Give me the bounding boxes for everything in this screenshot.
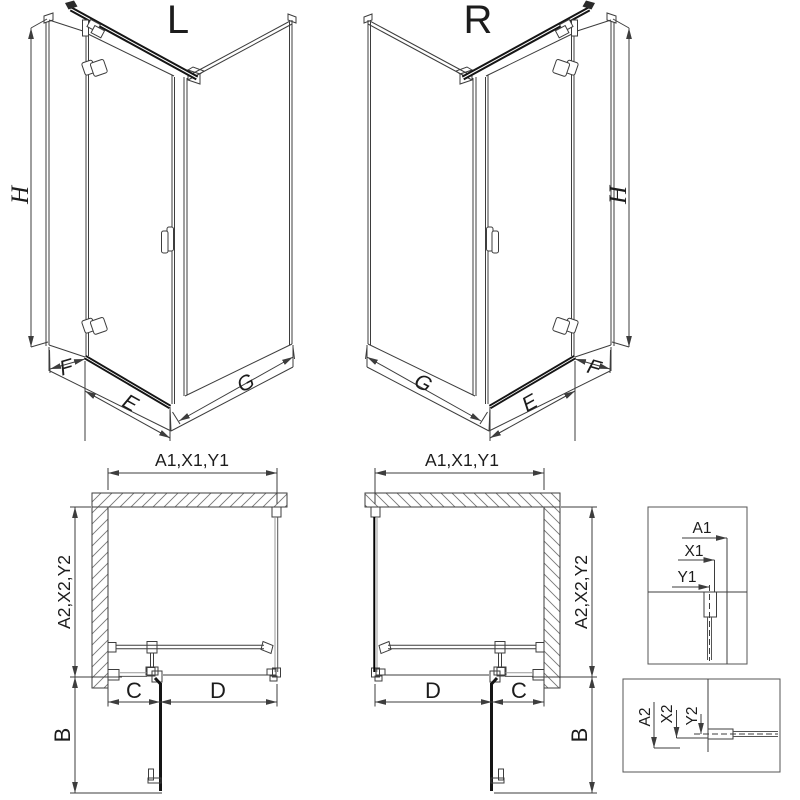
detail-label-y2: Y2 bbox=[684, 706, 701, 726]
plan-fixed-label-left: C bbox=[126, 678, 142, 703]
detail-corner-bottom bbox=[623, 679, 780, 772]
front-view-left bbox=[7, 0, 296, 441]
detail-corner-top bbox=[648, 507, 747, 664]
dim-label-e-right: E bbox=[518, 389, 542, 417]
plan-swing-label-left: B bbox=[50, 727, 75, 743]
dim-label-h-left: H bbox=[7, 185, 34, 205]
view-title-right: R bbox=[463, 0, 493, 42]
dim-label-g-left: G bbox=[233, 369, 259, 398]
dim-label-f-left: F bbox=[56, 354, 76, 381]
dim-label-h-right: H bbox=[605, 185, 632, 205]
dim-label-e-left: E bbox=[118, 389, 142, 417]
plan-view-left bbox=[50, 450, 287, 793]
detail-label-a2: A2 bbox=[637, 707, 654, 727]
plan-door-label-right: D bbox=[425, 678, 441, 703]
detail-label-x1: X1 bbox=[684, 543, 704, 560]
detail-label-x2: X2 bbox=[659, 704, 676, 724]
dim-label-f-right: F bbox=[584, 354, 604, 381]
plan-depth-label-left: A2,X2,Y2 bbox=[54, 555, 74, 629]
plan-swing-label-right: B bbox=[567, 727, 592, 743]
plan-fixed-label-right: C bbox=[511, 678, 527, 703]
plan-width-label-left: A1,X1,Y1 bbox=[155, 450, 229, 470]
detail-label-a1: A1 bbox=[692, 520, 712, 537]
front-view-right bbox=[364, 0, 632, 441]
plan-depth-label-right: A2,X2,Y2 bbox=[571, 555, 591, 629]
plan-view-right bbox=[365, 450, 597, 793]
dim-label-g-right: G bbox=[410, 369, 436, 398]
view-title-left: L bbox=[166, 0, 190, 42]
plan-door-label-left: D bbox=[210, 678, 226, 703]
detail-label-y1: Y1 bbox=[677, 569, 697, 586]
plan-width-label-right: A1,X1,Y1 bbox=[425, 450, 499, 470]
